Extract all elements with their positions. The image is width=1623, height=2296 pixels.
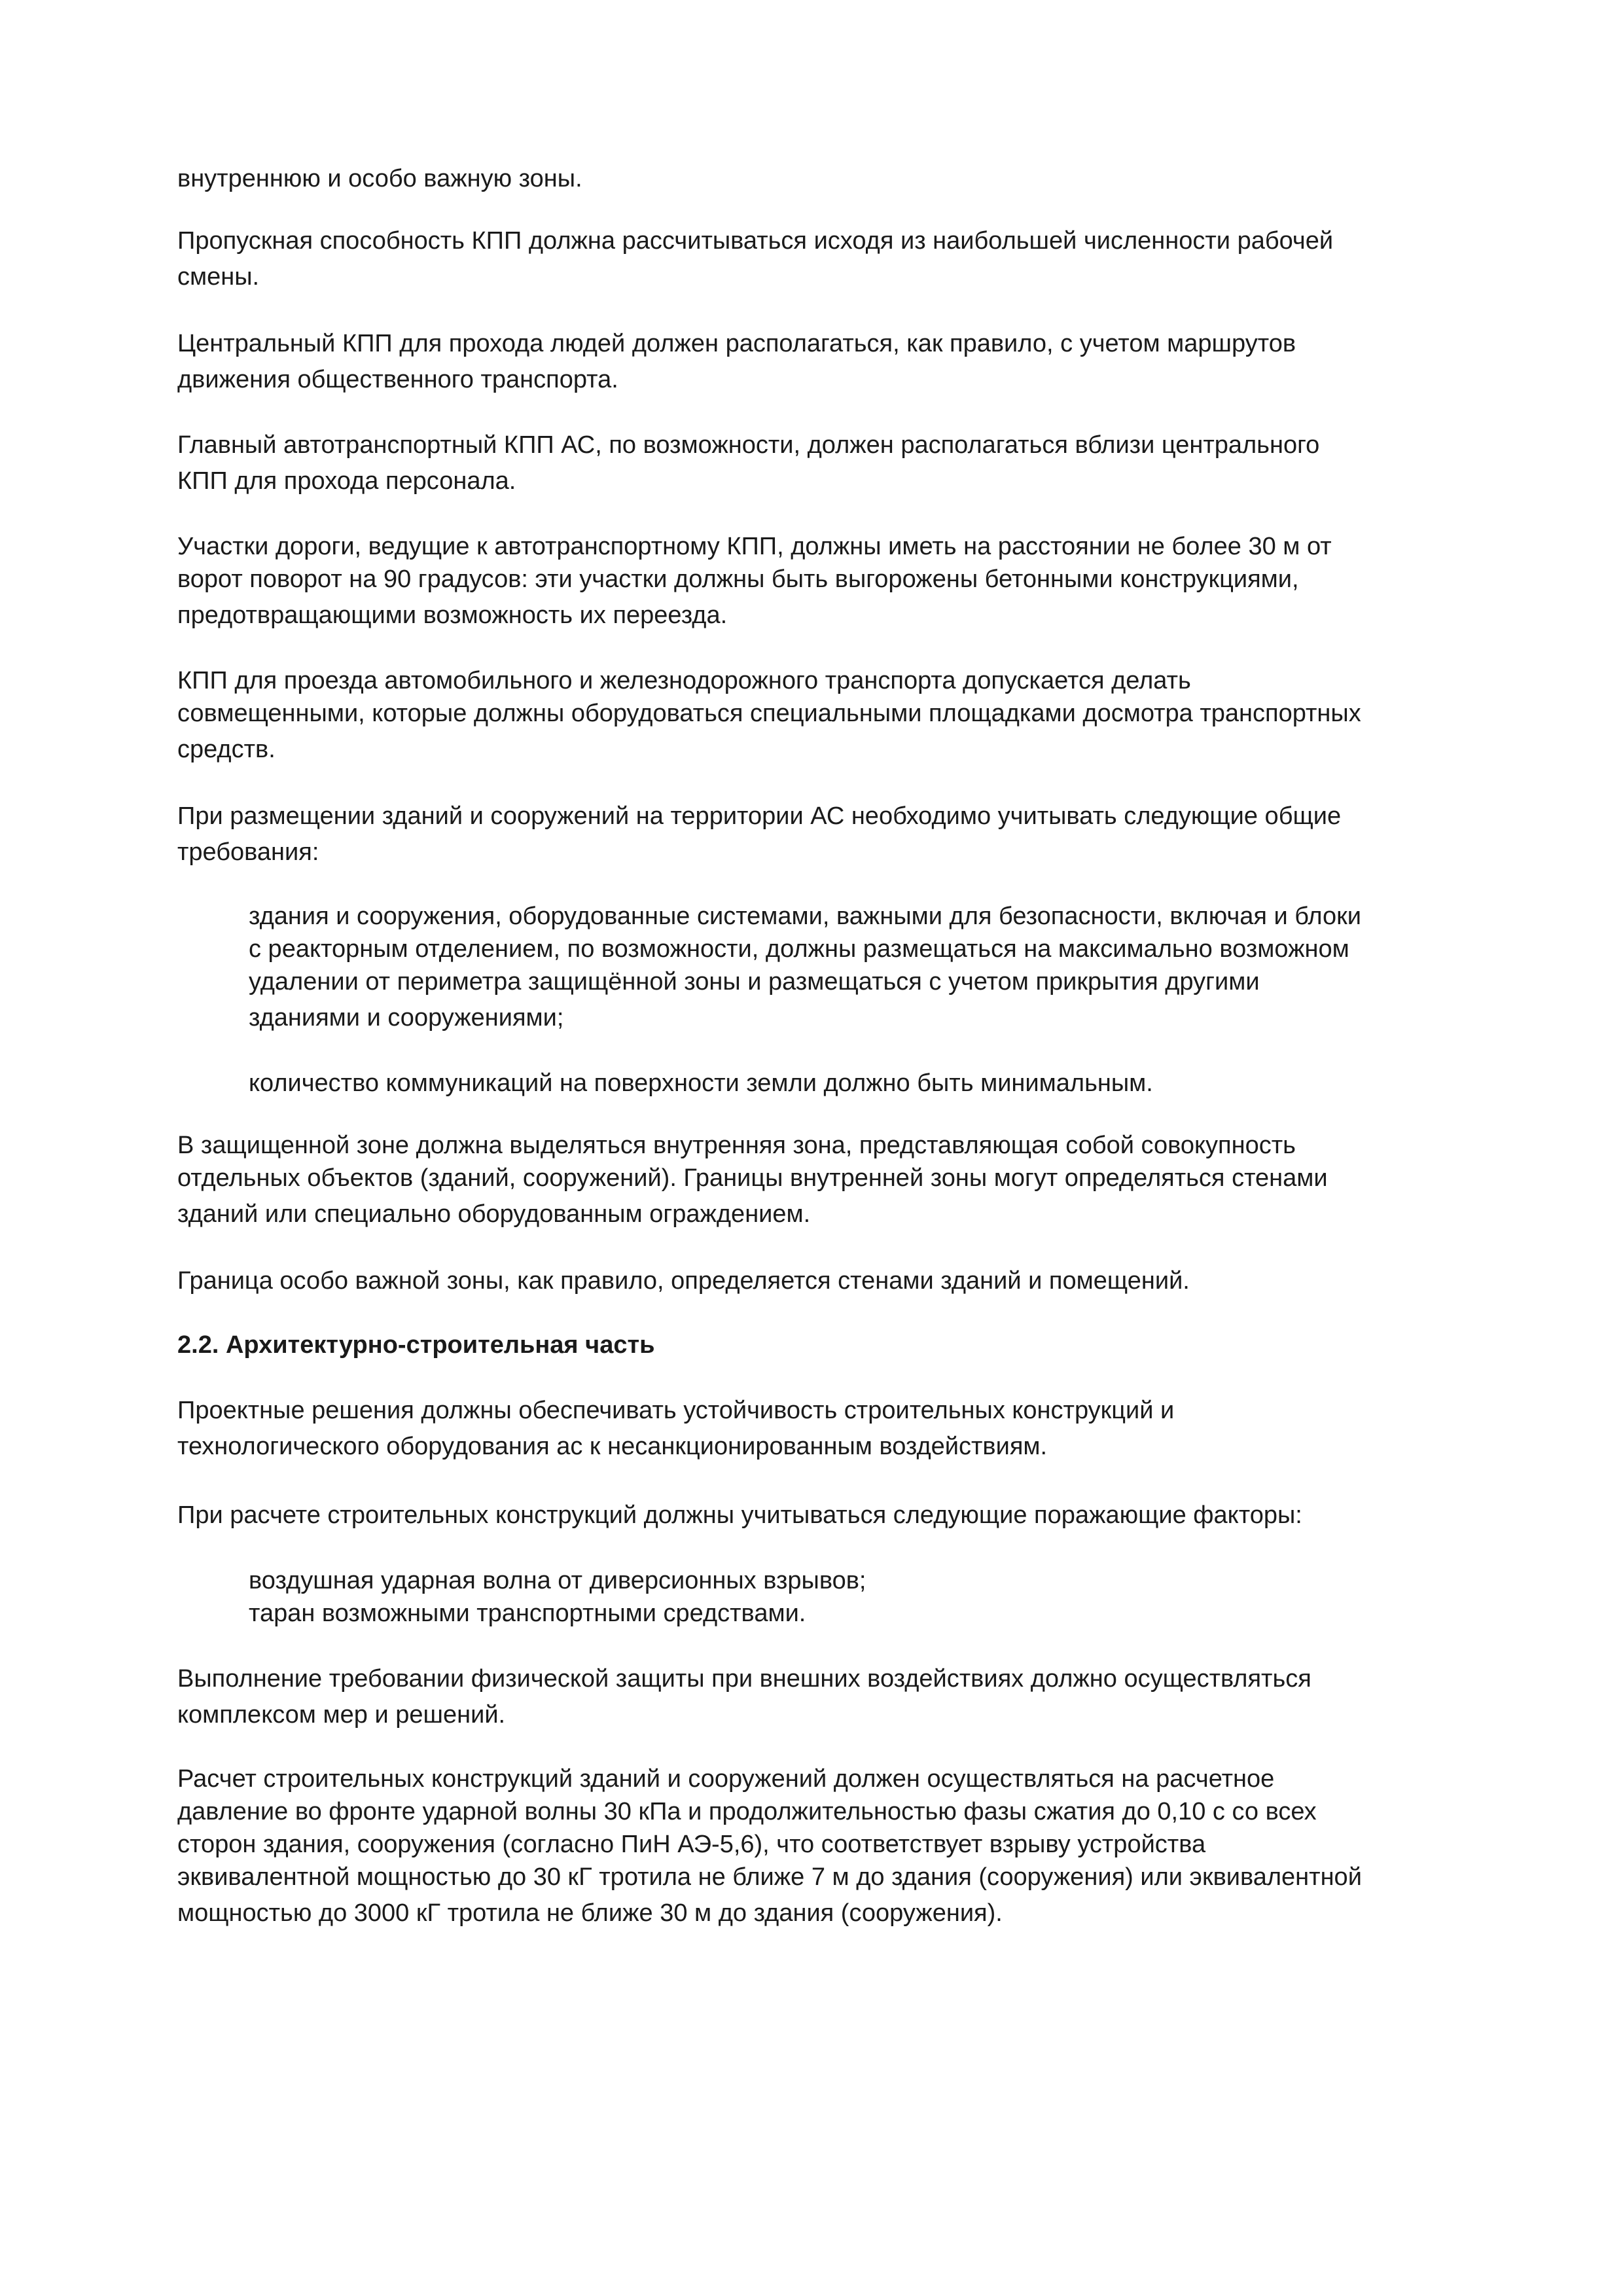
text-line: количество коммуникаций на поверхности земли должно быть минимальным.: [249, 1069, 1153, 1097]
text-line: удалении от периметра защищённой зоны и размещаться с учетом прикрытия другими: [249, 968, 1260, 996]
text-line: воздушная ударная волна от диверсионных взрывов;: [249, 1567, 866, 1594]
text-line: совмещенными, которые должны оборудоваться специальными площадками досмотра транспортных: [177, 700, 1361, 727]
section-heading: [177, 1329, 1473, 1361]
text-line: КПП для прохода персонала.: [177, 467, 516, 495]
paragraph-physical-protection: [177, 1662, 1473, 1731]
text-line: технологического оборудования ас к несанкционированным воздействиям.: [177, 1433, 1048, 1460]
text-line: мощностью до 3000 кГ тротила не ближе 30 м до здания (сооружения).: [177, 1899, 1003, 1927]
text-line: требования:: [177, 838, 319, 866]
text-line: с реакторным отделением, по возможности, должны размещаться на максимально возможном: [249, 935, 1349, 963]
text-line: зданий или специально оборудованным ограждением.: [177, 1200, 811, 1228]
paragraph-main-vehicle-kpp: [177, 429, 1473, 497]
text-line: Участки дороги, ведущие к автотранспортному КПП, должны иметь на расстоянии не более 30 м от: [177, 533, 1332, 560]
list-item-communications: [249, 1067, 1544, 1100]
text-line: Расчет строительных конструкций зданий и сооружений должен осуществляться на расчетное: [177, 1765, 1275, 1793]
text-line: давление во фронте ударной волны 30 кПа и продолжительностью фазы сжатия до 0,10 с со всех: [177, 1798, 1317, 1825]
paragraph-central-kpp: [177, 327, 1473, 396]
text-line: эквивалентной мощностью до 30 кГ тротила не ближе 7 м до здания (сооружения) или эквивалентной: [177, 1863, 1362, 1891]
list-item-buildings: [249, 900, 1544, 1034]
text-line: отдельных объектов (зданий, сооружений). Границы внутренней зоны могут определяться стенами: [177, 1164, 1328, 1192]
list-item-damage-factors: [249, 1564, 1544, 1630]
text-line: Пропускная способность КПП должна рассчитываться исходя из наибольшей численности рабочей: [177, 227, 1334, 255]
text-line: При расчете строительных конструкций должны учитываться следующие поражающие факторы:: [177, 1501, 1302, 1529]
text-line: Центральный КПП для прохода людей должен располагаться, как правило, с учетом маршрутов: [177, 330, 1296, 357]
text-line: ворот поворот на 90 градусов: эти участки должны быть выгорожены бетонными конструкциями,: [177, 565, 1299, 593]
text-line: При размещении зданий и сооружений на территории АС необходимо учитывать следующие общие: [177, 802, 1342, 830]
text-line: предотвращающими возможность их переезда.: [177, 601, 728, 629]
paragraph-important-zone-border: [177, 1265, 1473, 1297]
text-line: Проектные решения должны обеспечивать устойчивость строительных конструкций и: [177, 1397, 1175, 1424]
paragraph-combined-kpp: [177, 664, 1473, 766]
text-line: В защищенной зоне должна выделяться внутренняя зона, представляющая собой совокупность: [177, 1132, 1296, 1159]
paragraph-placement-requirements: [177, 800, 1473, 869]
paragraph-inner-zone: [177, 1129, 1473, 1230]
text-line: Выполнение требовании физической защиты при внешних воздействиях должно осуществляться: [177, 1665, 1311, 1693]
text-line: сторон здания, сооружения (согласно ПиН АЭ-5,6), что соответствует взрыву устройства: [177, 1831, 1206, 1858]
paragraph-road-sections: [177, 530, 1473, 632]
text-line: Граница особо важной зоны, как правило, определяется стенами зданий и помещений.: [177, 1267, 1190, 1295]
paragraph-calculation: [177, 1763, 1473, 1929]
text-line: внутреннюю и особо важную зоны.: [177, 165, 582, 192]
paragraph-damage-factors: [177, 1499, 1473, 1532]
section-title: 2.2. Архитектурно-строительная часть: [177, 1331, 655, 1359]
text-line: Главный автотранспортный КПП АС, по возможности, должен располагаться вблизи центрального: [177, 431, 1320, 459]
text-line: движения общественного транспорта.: [177, 366, 618, 393]
text-line: смены.: [177, 263, 260, 291]
text-line: комплексом мер и решений.: [177, 1701, 506, 1729]
text-line: здания и сооружения, оборудованные системами, важными для безопасности, включая и блоки: [249, 903, 1361, 930]
paragraph-kpp-capacity: [177, 224, 1473, 293]
text-line: средств.: [177, 736, 276, 763]
paragraph-design-solutions: [177, 1394, 1473, 1463]
text-line: КПП для проезда автомобильного и железнодорожного транспорта допускается делать: [177, 667, 1191, 694]
paragraph-zones-end: [177, 162, 1473, 195]
text-line: зданиями и сооружениями;: [249, 1004, 564, 1031]
text-line: таран возможными транспортными средствами.: [249, 1600, 806, 1627]
